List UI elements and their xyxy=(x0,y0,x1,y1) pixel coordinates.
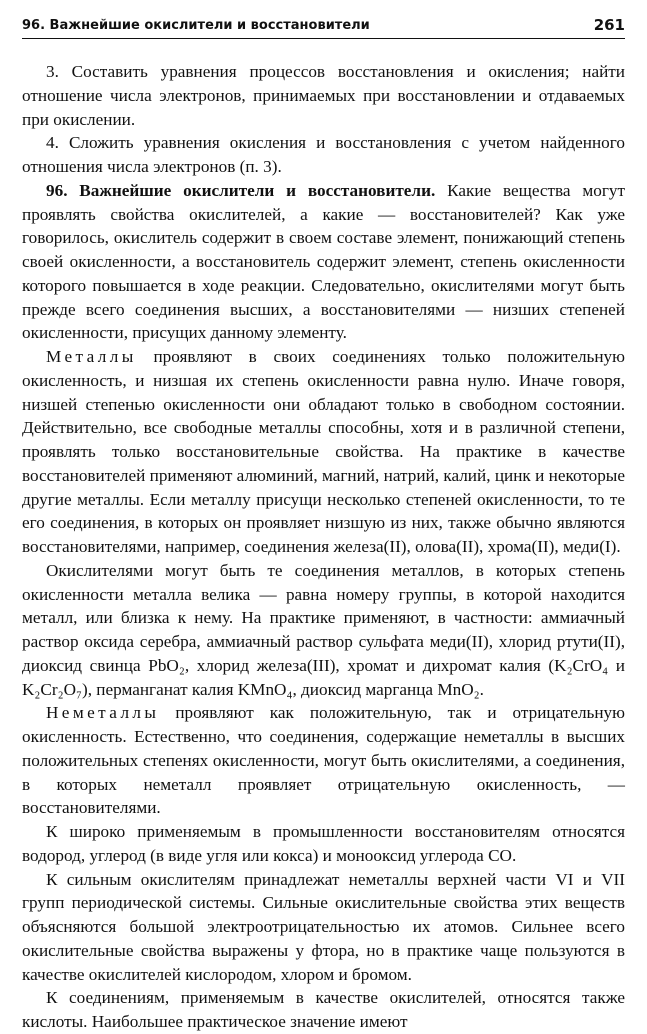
text-run: проявляют в своих соединениях только положительную окисленность, и низшая их степень окисленности равна нулю. Иначе говоря, низшей степенью окисленности они обладают только в свободном состоянии. Действительно, все свободные металлы способны, хотя и в различной степени, проявлять только восстановительные свойства. На практике в качестве восстановителей применяют алюминий, магний, натрий, калий, цинк и некоторые другие металлы. Если металлу присущи несколько степеней окисленности, то те его соединения, в которых он проявляет низшую из них, также обычно являются восстановителями, например, соединения железа(II), олова(II), хрома(II), меди(I). xyxy=(22,347,625,556)
page-number: 261 xyxy=(593,16,625,34)
text-run: К широко применяемым в промышленности восстановителям относятся водород, углерод (в виде угля или кокса) и монооксид углерода CO. xyxy=(22,822,625,865)
paragraph-section-96 xyxy=(22,179,625,345)
paragraph-metals xyxy=(22,345,625,559)
paragraph-industrial-reducers xyxy=(22,820,625,868)
paragraph-step-3 xyxy=(22,60,625,131)
text-run: проявляют как положительную, так и отрицательную окисленность. Естественно, что соединения, содержащие неметаллы в высших положительных степенях окисленности, могут быть окислителями, а соединения, в которых неметалл проявляет отрицательную окисленность, — восстановителями. xyxy=(22,703,625,818)
text-run: К соединениям, применяемым в качестве окислителей, относятся также кислоты. Наибольшее практическое значение имеют xyxy=(22,988,625,1031)
text-run: Какие вещества могут проявлять свойства окислителей, а какие — восстановителей? Как уже говорилось, окислитель содержит в своем составе элемент, понижающий степень своей окисленности, а восстановитель содержит элемент, степень окисленности которого повышается в ходе реакции. Следовательно, окислителями могут быть прежде всего соединения высших, а восстановителями — низших степеней окисленности, присущих данному элементу. xyxy=(22,180,625,343)
spaced-term-nonmetals: Неметаллы xyxy=(46,703,160,723)
paragraph-metal-oxidizers xyxy=(22,559,625,702)
spaced-term-metals: Металлы xyxy=(46,347,137,366)
section-heading: 96. Важнейшие окислители и восстановители. xyxy=(46,180,436,200)
text-run: 3. Составить уравнения процессов восстановления и окисления; найти отношение числа электронов, принимаемых при восстановлении и отдаваемых при окислении. xyxy=(22,62,625,129)
chapter-title: 96. Важнейшие окислители и восстановители xyxy=(22,18,370,33)
running-header xyxy=(22,16,625,39)
text-run: Окислителями могут быть те соединения металлов, в которых степень окисленности металла велика — равна номеру группы, в которой находится металл, или близка к нему. На практике применяют, в частности: аммиачный раствор оксида серебра, аммиачный раствор сульфата меди(II), хлорид ртути(II), диоксид свинца PbO₂, хлорид железа(III), хромат и дихромат калия (K₂CrO₄ и K₂Cr₂O₇), перманганат калия KMnO₄, диоксид марганца MnO₂. xyxy=(22,560,625,699)
paragraph-strong-oxidizers xyxy=(22,868,625,987)
paragraph-nonmetals xyxy=(22,701,625,820)
paragraph-acids xyxy=(22,986,625,1034)
text-run: 4. Сложить уравнения окисления и восстановления с учетом найденного отношения числа электронов (п. 3). xyxy=(22,133,625,176)
paragraph-step-4 xyxy=(22,131,625,179)
body-text xyxy=(22,60,625,1034)
text-run: К сильным окислителям принадлежат неметаллы верхней части VI и VII групп периодической системы. Сильные окислительные свойства этих веществ объясняются большой электроотрицательностью их атомов. Сильнее всего окислительные свойства выражены у фтора, но в практике чаще пользуются в качестве окислителей кислородом, хлором и бромом. xyxy=(22,869,625,984)
